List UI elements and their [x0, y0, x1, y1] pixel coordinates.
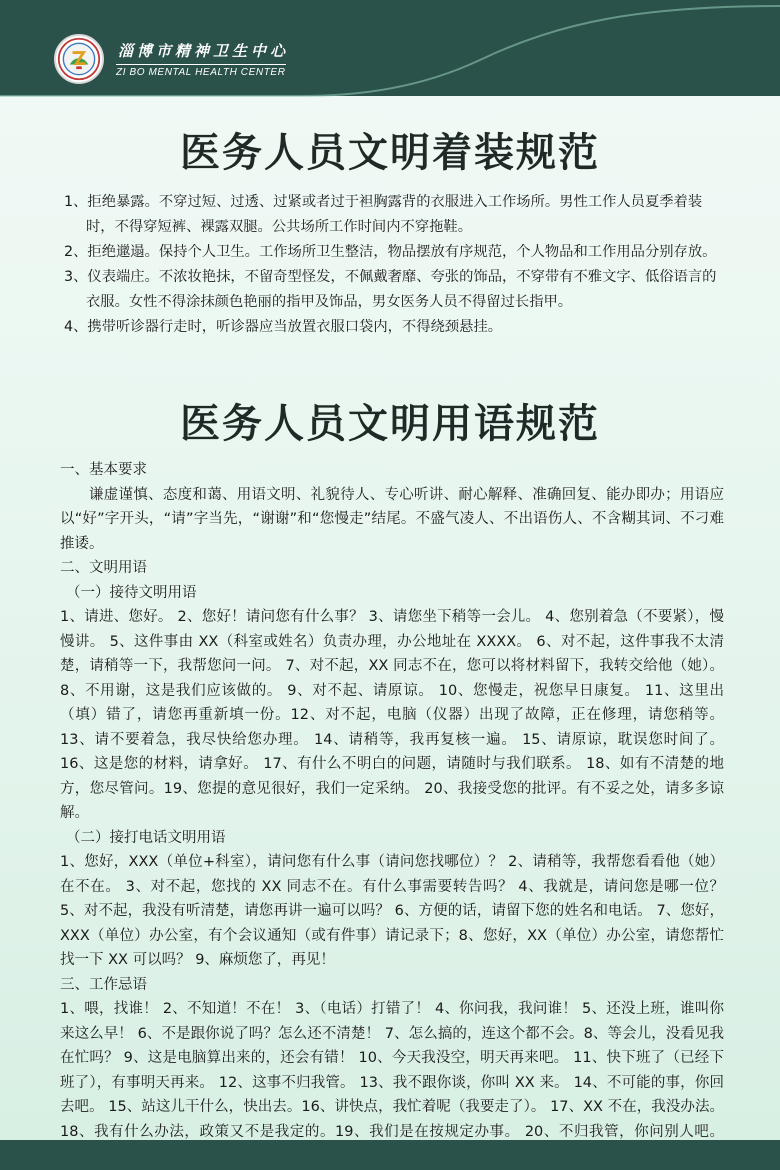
reception-language-heading: （一）接待文明用语 — [66, 584, 197, 601]
organization-name-en: ZI BO MENTAL HEALTH CENTER — [116, 64, 286, 78]
work-taboo-heading: 三、工作忌语 — [60, 976, 147, 993]
dress-code-title: 医务人员文明着装规范 — [180, 129, 600, 176]
phone-language-heading: （二）接打电话文明用语 — [66, 829, 226, 846]
language-code-body — [60, 458, 724, 1169]
phone-language-text: 1、您好，XXX（单位+科室），请问您有什么事（请问您找哪位）？ 2、请稍等，我帮您看看他（她）在不在。 3、对不起，您找的 XX 同志不在。有什么事需要转告吗？ 4、我就是，请问您是哪一位？ 5、对不起，我没有听清楚，请您再讲一遍可以吗？ 6、方便的话，请留下您的姓名和电话。 7、您好，XXX（单位）办公室，有个会议通知（或有件事）请记录下；8、您好，XX（单位）办公室，请您帮忙找一下 XX 可以吗？ 9、麻烦您了，再见！ — [60, 854, 724, 968]
civil-language-heading: 二、文明用语 — [60, 560, 147, 576]
basic-requirements-text: 谦虚谨慎、态度和蔼、用语文明、礼貌待人、专心听讲、耐心解释、准确回复、能办即办；用语应以“好”字开头，“请”字当先，“谢谢”和“您慢走”结尾。不盛气凌人、不出语伤人、不含糊其词、不刁难推诿。 — [60, 486, 724, 552]
language-code-title: 医务人员文明用语规范 — [180, 400, 600, 447]
basic-requirements-heading: 一、基本要求 — [60, 462, 147, 478]
dress-code-item: 2、拒绝邋遢。保持个人卫生。工作场所卫生整洁，物品摆放有序规范，个人物品和工作用品分别存放。 — [64, 244, 717, 260]
dress-code-item: 1、拒绝暴露。不穿过短、过透、过紧或者过于袒胸露背的衣服进入工作场所。男性工作人员夏季着装时，不得穿短裤、裸露双腿。公共场所工作时间内不穿拖鞋。 — [64, 194, 703, 235]
reception-language-text: 1、请进、您好。 2、您好！请问您有什么事？ 3、请您坐下稍等一会儿。 4、您别着急（不要紧），慢慢讲。 5、这件事由 XX（科室或姓名）负责办理，办公地址在 XXXX。 6、对不起，这件事我不太清楚，请稍等一下，我帮您问一问。 7、对不起，XX 同志不在，您可以将材料留下，我转交给他（她）。 8、不用谢，这是我们应该做的。 9、对不起、请原谅。 10、您慢走，祝您早日康复。 11、这里出（填）错了，请您再重新填一份。12、对不起，电脑（仪器）出现了故障，正在修理，请您稍等。 13、请不要着急，我尽快给您办理。 14、请稍等，我再复核一遍。 15、请原谅，耽误您时间了。 16、这是您的材料，请拿好。 17、有什么不明白的问题，请随时与我们联系。 18、如有不清楚的地方，您尽管问。19、您提的意见很好，我们一定采纳。 20、我接受您的批评。有不妥之处，请多多谅解。 — [60, 609, 724, 821]
work-taboo-text: 1、喂，找谁！ 2、不知道！不在！ 3、（电话）打错了！ 4、你问我，我问谁！ 5、还没上班，谁叫你来这么早！ 6、不是跟你说了吗？怎么还不清楚！ 7、怎么搞的，连这个都不会。8、等会儿，没看见我在忙吗？ 9、这是电脑算出来的，还会有错！ 10、今天我没空，明天再来吧。 11、快下班了（已经下班了），有事明天再来。 12、这事不归我管。 13、我不跟你谈，你叫 XX 来。 14、不可能的事，你回去吧。 15、站这儿干什么，快出去。16、讲快点，我忙着呢（我要走了）。 17、XX 不在，我没办法。 18、我有什么办法，政策又不是我定的。19、我们是在按规定办事。 20、不归我管，你问别人吧。 — [60, 1001, 724, 1140]
footer-band — [0, 1140, 780, 1170]
dress-code-item: 4、携带听诊器行走时，听诊器应当放置衣服口袋内，不得绕颈悬挂。 — [64, 319, 502, 335]
dress-code-item: 3、仪表端庄。不浓妆艳抹，不留奇型怪发，不佩戴奢靡、夸张的饰品，不穿带有不雅文字、低俗语言的衣服。女性不得涂抹颜色艳丽的指甲及饰品，男女医务人员不得留过长指甲。 — [64, 269, 717, 310]
dress-code-list — [64, 190, 724, 340]
hospital-logo-icon — [54, 34, 104, 84]
organization-name-cn: 淄博市精神卫生中心 — [118, 42, 290, 60]
